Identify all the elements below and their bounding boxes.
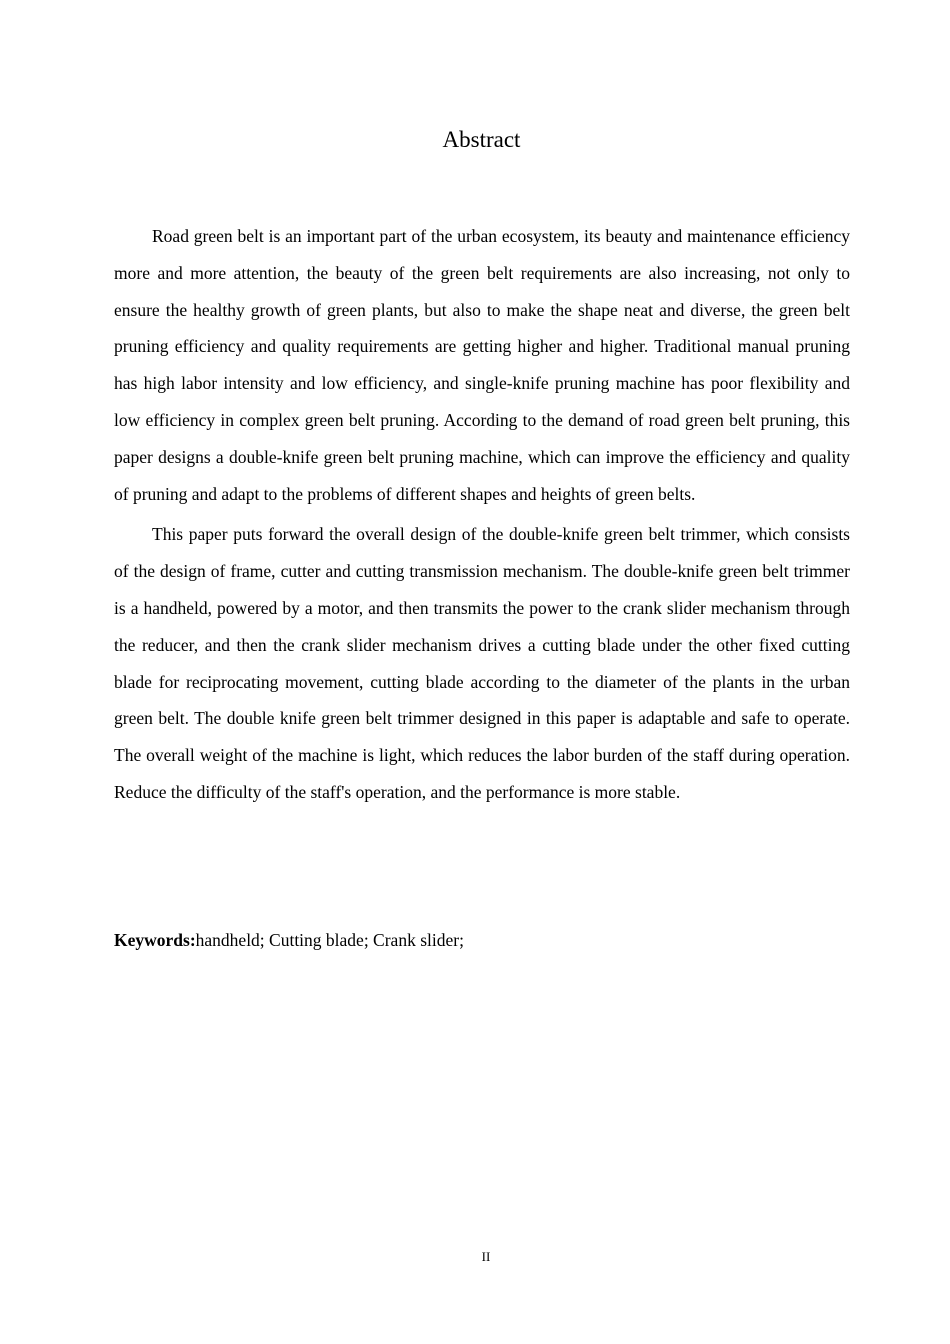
page-number: II [481,1249,491,1264]
keywords-value: handheld; Cutting blade; Crank slider; [195,930,464,950]
keywords-label: Keywords: [114,930,196,950]
page-title: Abstract [442,127,521,152]
abstract-paragraph-1: Road green belt is an important part of the urban ecosystem, its beauty and maintenance efficiency more and more attention, the beauty of the green belt requirements are also increasing, not only to ensure the healthy growth of green plants, but also to make the shape neat and diverse, the green belt pruning efficiency and quality requirements are getting higher and higher. Traditional manual pruning has high labor intensity and low efficiency, and single-knife pruning machine has poor flexibility and low efficiency in complex green belt pruning. According to the demand of road green belt pruning, this paper designs a double-knife green belt pruning machine, which can improve the efficiency and quality of pruning and adapt to the problems of different shapes and heights of green belts. [114,226,850,504]
keywords-line [114,926,850,954]
abstract-body [114,218,850,815]
abstract-paragraph-2: This paper puts forward the overall design of the double-knife green belt trimmer, which consists of the design of frame, cutter and cutting transmission mechanism. The double-knife green belt trimmer is a handheld, powered by a motor, and then transmits the power to the crank slider mechanism through the reducer, and then the crank slider mechanism drives a cutting blade under the other fixed cutting blade for reciprocating movement, cutting blade according to the diameter of the plants in the urban green belt. The double knife green belt trimmer designed in this paper is adaptable and safe to operate. The overall weight of the machine is light, which reduces the labor burden of the staff during operation. Reduce the difficulty of the staff's operation, and the performance is more stable. [114,524,850,802]
